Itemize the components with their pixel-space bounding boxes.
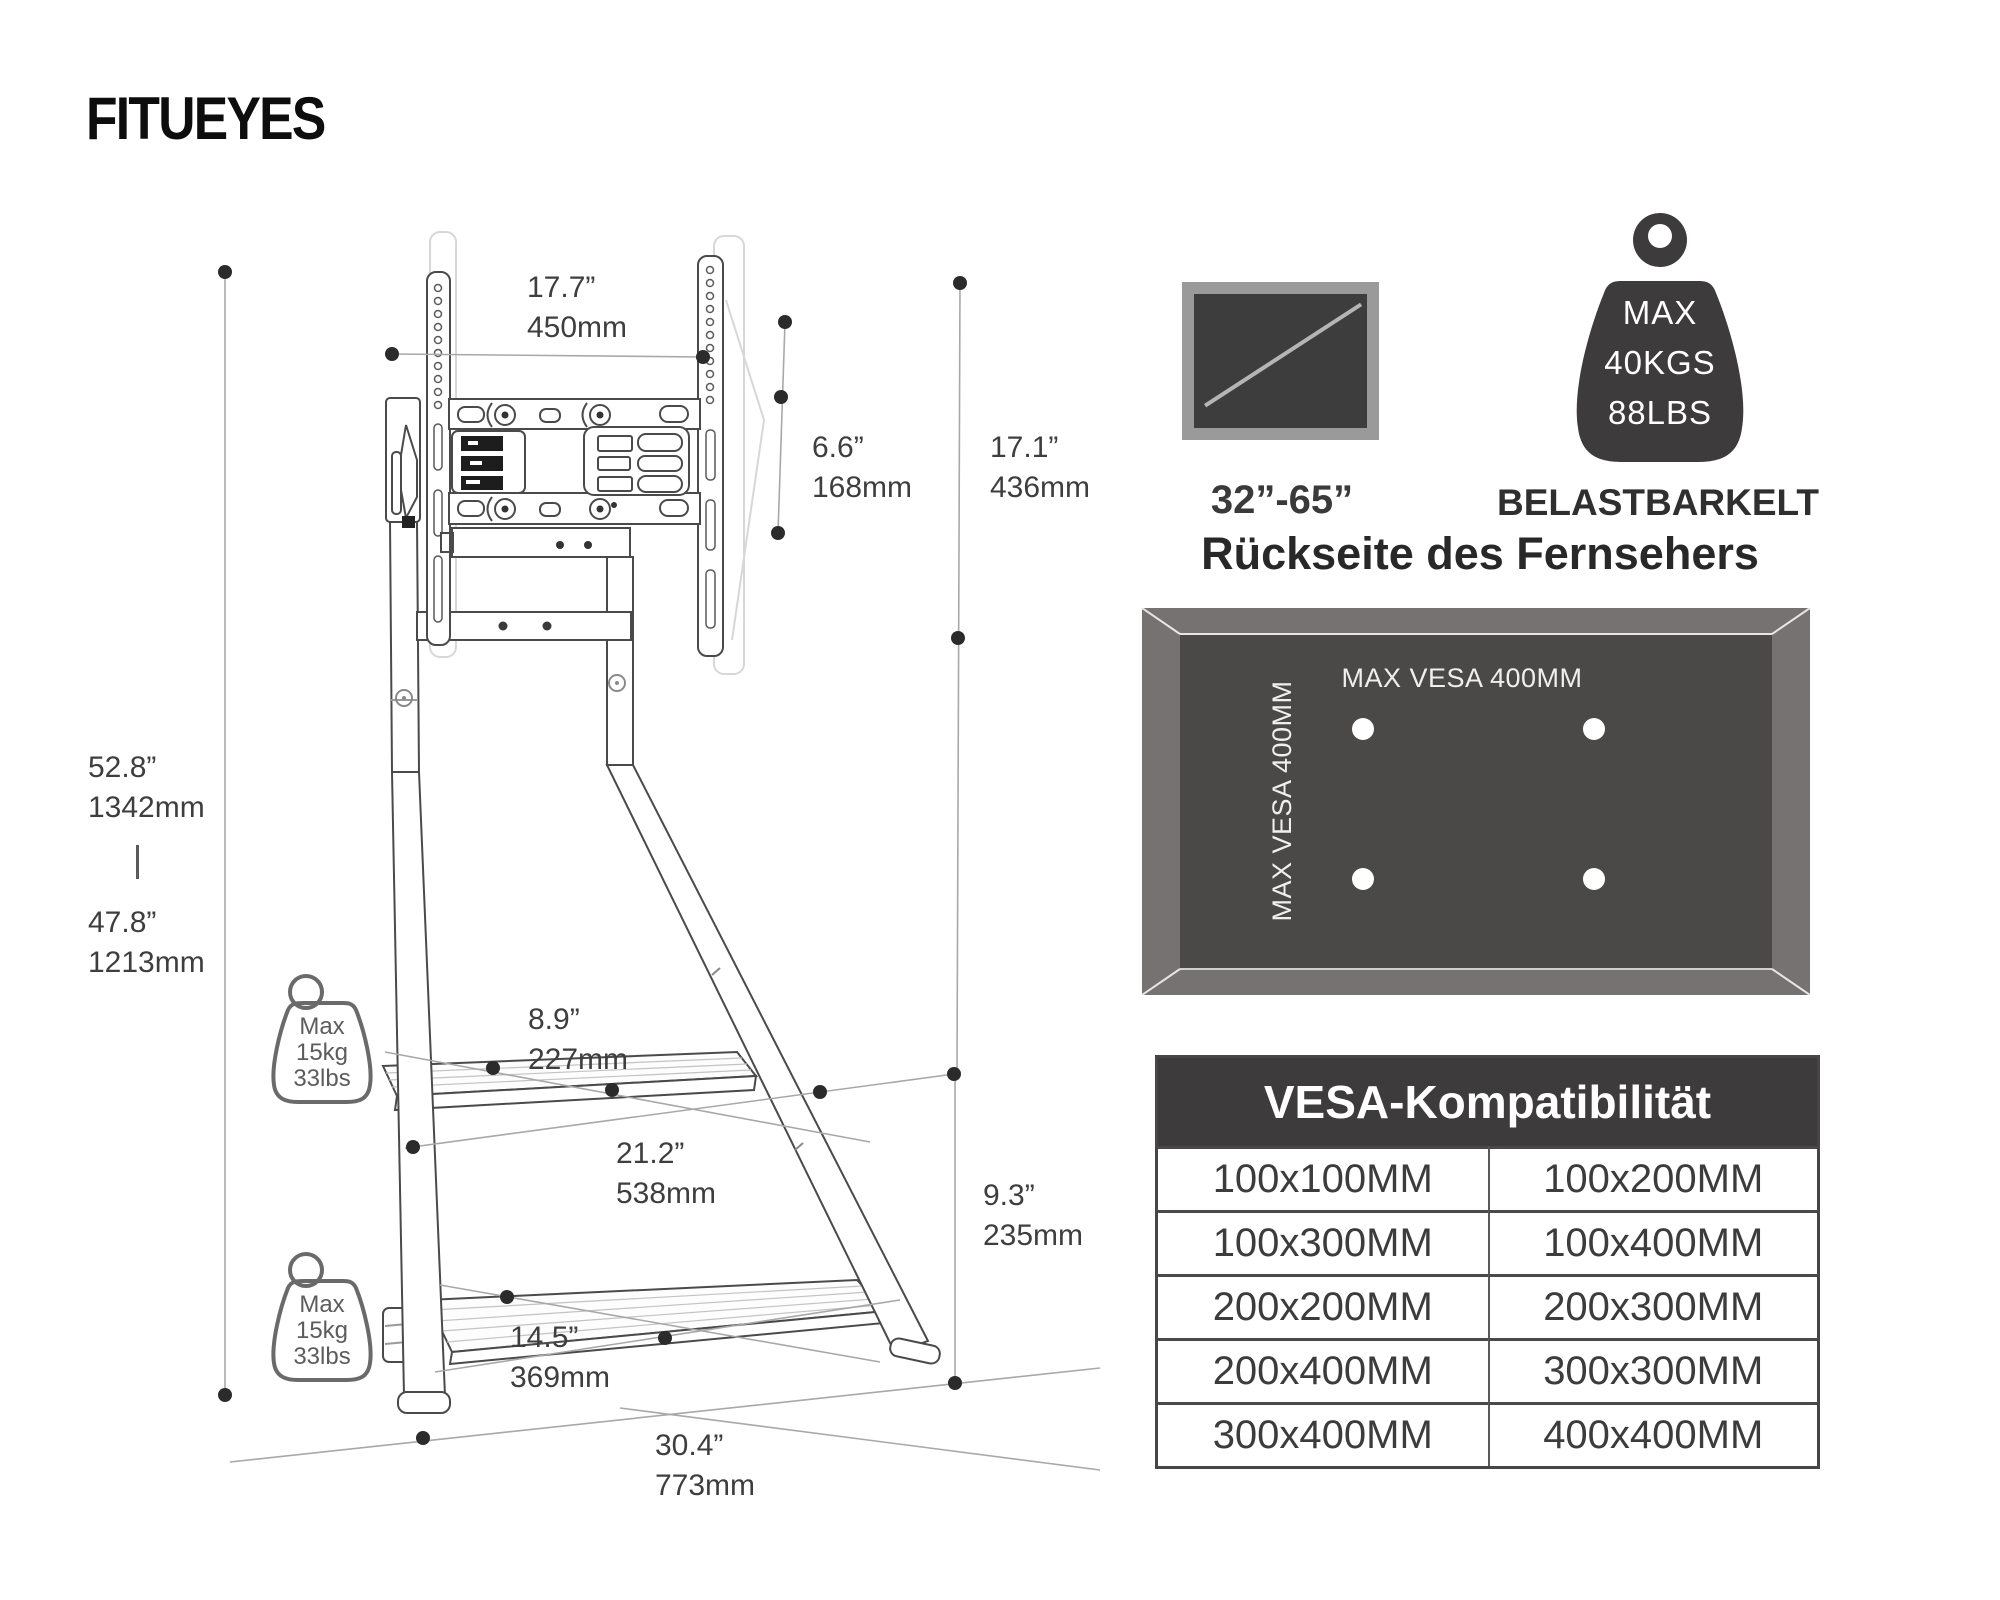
dim-rear-height: 9.3” 235mm xyxy=(983,1179,1084,1252)
max-vesa-horizontal-label: MAX VESA 400MM xyxy=(1341,663,1583,693)
shelf-load-label-2: Max 15kg 33lbs xyxy=(293,1291,351,1370)
back-panel-title: Rückseite des Fernsehers xyxy=(1201,528,1759,579)
vesa-cell: 100x300MM xyxy=(1158,1210,1488,1274)
dim-base-width: 30.4” 773mm xyxy=(655,1429,756,1502)
dim-shelf-width: 21.2” 538mm xyxy=(616,1137,717,1210)
vesa-table-title: VESA-Kompatibilität xyxy=(1158,1058,1817,1146)
load-weight-text: MAX 40KGS 88LBS xyxy=(1604,294,1716,431)
vesa-cell: 200x200MM xyxy=(1158,1274,1488,1338)
tv-size-range: 32”-65” xyxy=(1210,478,1354,522)
vesa-table-body xyxy=(1158,1146,1817,1466)
dim-mount-height: 17.1” 436mm xyxy=(990,431,1091,504)
max-vesa-vertical-label: MAX VESA 400MM xyxy=(1267,680,1297,922)
shelf-load-label-1: Max 15kg 33lbs xyxy=(293,1013,351,1092)
dim-mount-offset: 6.6” 168mm xyxy=(812,431,913,504)
vesa-compatibility-table xyxy=(1155,1055,1820,1469)
dim-mount-width: 17.7” 450mm xyxy=(527,271,628,344)
vesa-cell: 100x400MM xyxy=(1488,1210,1818,1274)
brand-logo-part2: EYES xyxy=(193,85,325,152)
vesa-cell: 100x100MM xyxy=(1158,1146,1488,1210)
vesa-cell: 300x300MM xyxy=(1488,1338,1818,1402)
load-caption: BELASTBARKELT xyxy=(1496,482,1819,523)
vesa-cell: 400x400MM xyxy=(1488,1402,1818,1466)
vesa-cell: 200x400MM xyxy=(1158,1338,1488,1402)
dim-shelf-depth: 8.9” 227mm xyxy=(528,1003,629,1076)
vesa-cell: 100x200MM xyxy=(1488,1146,1818,1210)
brand-logo-part1: FITU xyxy=(86,85,194,152)
dim-height-max: 52.8” 1342mm xyxy=(88,751,205,824)
dim-base-depth: 14.5” 369mm xyxy=(510,1321,611,1394)
vesa-cell: 200x300MM xyxy=(1488,1274,1818,1338)
dim-height-min: 47.8” 1213mm xyxy=(88,906,205,979)
vesa-cell: 300x400MM xyxy=(1158,1402,1488,1466)
